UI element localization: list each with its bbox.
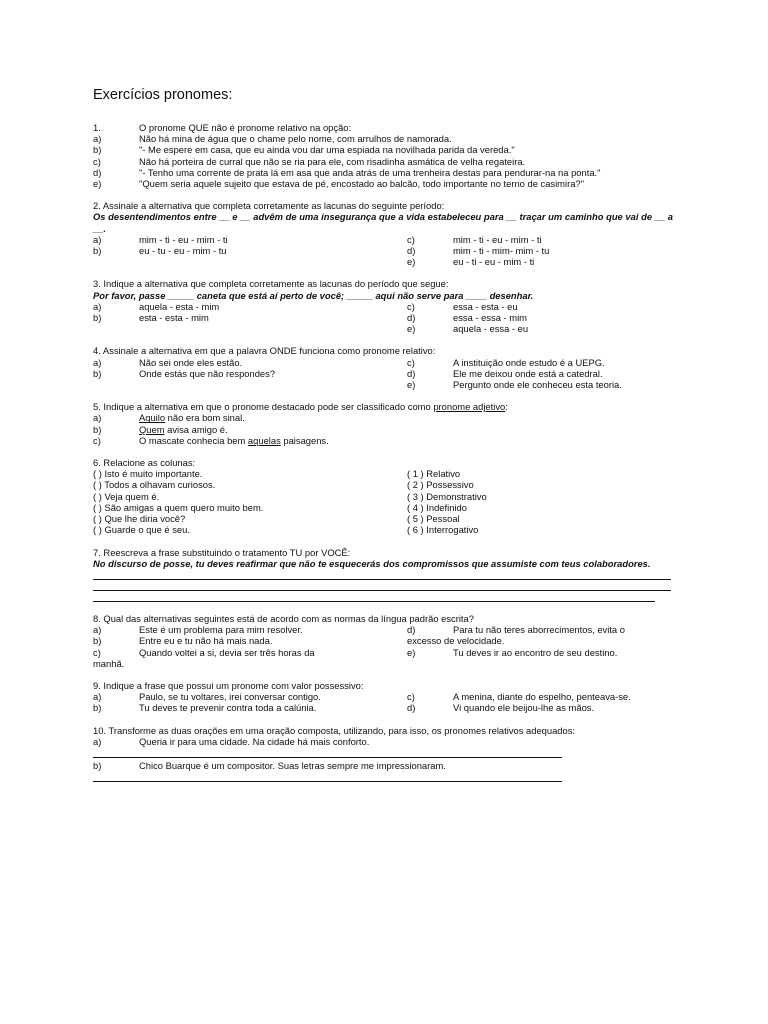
option-text: mim - ti - eu - mim - ti: [453, 233, 542, 245]
left-column-item: ( ) Isto é muito importante.: [93, 468, 203, 480]
option-label: c): [407, 233, 415, 245]
option-text: mim - ti - mim- mim - tu: [453, 245, 550, 257]
option-rest: avisa amigo é.: [164, 423, 228, 435]
option-label: e): [407, 379, 416, 391]
option-text: Pergunto onde ele conheceu esta teoria.: [453, 379, 622, 391]
option-text: Tu deves te prevenir contra toda a calúnia.: [139, 702, 317, 714]
stem-end: :: [505, 401, 508, 413]
option-label: a): [93, 233, 102, 245]
option-text: Não sei onde eles estão.: [139, 356, 243, 368]
question-9: [93, 680, 673, 714]
option-text: essa - esta - eu: [453, 300, 518, 312]
right-column-item: ( 5 ) Pessoal: [407, 513, 460, 525]
left-column-item: ( ) Que lhe diria você?: [93, 513, 186, 525]
question-number: 1.: [93, 122, 101, 133]
option-text: Entre eu e tu não há mais nada.: [139, 635, 273, 647]
option-text: esta - esta - mim: [139, 312, 209, 324]
left-column-item: ( ) São amigas a quem quero muito bem.: [93, 501, 264, 513]
option-label: b): [93, 245, 102, 257]
option-text: eu - ti - eu - mim - ti: [453, 256, 535, 268]
question-stem: 8. Qual das alternativas seguintes está de acordo com as normas da língua padrão escrita?: [93, 612, 474, 624]
option-text-continued: excesso de velocidade.: [407, 635, 505, 647]
question-stem: O pronome QUE não é pronome relativo na opção:: [139, 122, 352, 133]
option-text: Não há mina de água que o chame pelo nome, com arrulhos de namorada.: [139, 133, 452, 145]
left-column-item: ( ) Veja quem é.: [93, 490, 160, 502]
option-text: Vi quando ele beijou-lhe as mãos.: [453, 702, 595, 714]
option-text: essa - essa - mim: [453, 312, 527, 324]
option-text: Onde estás que não respondes?: [139, 367, 276, 379]
option-label: c): [93, 434, 101, 446]
question-10: [93, 725, 673, 783]
question-4: [93, 345, 673, 390]
option-label: c): [93, 155, 101, 167]
option-label: a): [93, 735, 102, 747]
answer-line[interactable]: [93, 771, 562, 782]
option-label: a): [93, 412, 102, 424]
option-label: c): [93, 646, 101, 658]
option-text-continued: manhã.: [93, 657, 125, 669]
stem-underlined: pronome adjetivo: [433, 401, 506, 413]
question-3: [93, 278, 673, 334]
stem-text: 5. Indique a alternativa em que o pronome destacado pode ser classificado como: [93, 401, 434, 413]
answer-line[interactable]: [93, 569, 671, 580]
option-label: a): [93, 300, 102, 312]
option-label: e): [407, 646, 416, 658]
option-text: aquela - essa - eu: [453, 323, 529, 335]
right-column-item: ( 3 ) Demonstrativo: [407, 490, 487, 502]
right-column-item: ( 1 ) Relativo: [407, 468, 461, 480]
option-label: e): [407, 323, 416, 335]
option-label: d): [407, 624, 416, 636]
option-label: b): [93, 367, 102, 379]
option-label: c): [407, 691, 415, 703]
option-text: [139, 424, 673, 435]
option-text: "- Me espere em casa, que eu ainda vou dar uma espiada na novilhada parida da vereda.": [139, 144, 515, 156]
option-label: b): [93, 423, 102, 435]
question-2: [93, 200, 673, 267]
option-label: b): [93, 759, 102, 771]
question-8: [93, 613, 673, 669]
option-text: Chico Buarque é um compositor. Suas letras sempre me impressionaram.: [139, 759, 446, 771]
option-text: A instituição onde estudo é a UEPG.: [453, 356, 605, 368]
question-stem: 6. Relacione as colunas:: [93, 457, 196, 469]
option-label: b): [93, 312, 102, 324]
question-stem: 3. Indique a alternativa que completa corretamente as lacunas do período que segue:: [93, 278, 449, 290]
option-label: a): [93, 624, 102, 636]
question-sentence: Os desentendimentos entre __ e __ advêm de uma insegurança que a vida estabeleceu para __ traçar um caminho que vai de __ a __.: [93, 211, 673, 234]
option-label: d): [407, 367, 416, 379]
option-text: A menina, diante do espelho, penteava-se.: [453, 691, 631, 703]
option-text: [139, 435, 673, 446]
question-sentence: No discurso de posse, tu deves reafirmar que não te esquecerás dos compromissos que assumiste com teus colaboradores.: [93, 557, 651, 569]
option-label: a): [93, 356, 102, 368]
page-title: Exercícios pronomes:: [93, 87, 233, 103]
option-label: e): [407, 256, 416, 268]
question-stem: 10. Transforme as duas orações em uma oração composta, utilizando, para isso, os pronomes relativos adequados:: [93, 724, 576, 736]
question-sentence: Por favor, passe _____ caneta que está aí perto de você; _____ aqui não serve para ____ desenhar.: [93, 289, 534, 301]
question-stem: [93, 401, 673, 412]
option-label: d): [407, 312, 416, 324]
document-page: [93, 86, 673, 793]
right-column-item: ( 2 ) Possessivo: [407, 479, 474, 491]
answer-line[interactable]: [93, 580, 671, 591]
question-stem: 2. Assinale a alternativa que completa corretamente as lacunas do seguinte período:: [93, 200, 445, 212]
highlighted-pronoun: aquelas: [247, 434, 281, 446]
option-text: "- Tenho uma corrente de prata lá em asa que anda atrás de uma trenheira destas para pendurar-na na ponta.": [139, 166, 601, 178]
answer-line[interactable]: [93, 591, 655, 602]
left-column-item: ( ) Todos a olhavam curiosos.: [93, 479, 216, 491]
question-stem: 7. Reescreva a frase substituindo o tratamento TU por VOCÊ:: [93, 546, 351, 558]
option-label: b): [93, 635, 102, 647]
option-label: b): [93, 144, 102, 156]
option-text: mim - ti - eu - mim - ti: [139, 233, 228, 245]
option-text: eu - tu - eu - mim - tu: [139, 245, 227, 257]
option-label: d): [407, 245, 416, 257]
right-column-item: ( 6 ) Interrogativo: [407, 524, 479, 536]
option-label: b): [93, 702, 102, 714]
right-column-item: ( 4 ) Indefinido: [407, 501, 467, 513]
question-stem: 9. Indique a frase que possui um pronome com valor possessivo:: [93, 679, 364, 691]
option-text: Para tu não teres aborrecimentos, evita o: [453, 624, 625, 636]
option-text: Queria ir para uma cidade. Na cidade há mais conforto.: [139, 735, 370, 747]
option-label: d): [407, 702, 416, 714]
option-rest: paisagens.: [280, 434, 329, 446]
option-text: aquela - esta - mim: [139, 300, 220, 312]
left-column-item: ( ) Guarde o que é seu.: [93, 524, 190, 536]
option-text: Tu deves ir ao encontro de seu destino.: [453, 646, 618, 658]
option-text: Não há porteira de curral que não se ria para ele, com risadinha asmática de velha regateira.: [139, 155, 526, 167]
option-label: d): [93, 166, 102, 178]
option-label: c): [407, 300, 415, 312]
option-label: a): [93, 691, 102, 703]
question-6: [93, 457, 673, 535]
question-7: [93, 547, 673, 602]
option-label: a): [93, 133, 102, 145]
highlighted-pronoun: Aquilo: [139, 412, 166, 424]
option-label: e): [93, 178, 102, 190]
option-text: Quando voltei a si, devia ser três horas da: [139, 646, 315, 658]
option-text: [139, 412, 673, 423]
option-text: Paulo, se tu voltares, irei conversar contigo.: [139, 691, 321, 703]
option-label: c): [407, 356, 415, 368]
highlighted-pronoun: Quem: [139, 423, 165, 435]
option-rest: não era bom sinal.: [165, 412, 245, 424]
answer-line[interactable]: [93, 747, 562, 758]
question-1: [93, 122, 673, 189]
option-text: "Quem seria aquele sujeito que estava de pé, encostado ao balcão, todo importante no terno de casimira?": [139, 178, 584, 190]
question-stem: 4. Assinale a alternativa em que a palavra ONDE funciona como pronome relativo:: [93, 345, 436, 357]
option-pre: O mascate conhecia bem: [139, 434, 248, 446]
option-text: Este é um problema para mim resolver.: [139, 624, 303, 636]
option-text: Ele me deixou onde está a catedral.: [453, 367, 603, 379]
question-5: [93, 401, 673, 446]
